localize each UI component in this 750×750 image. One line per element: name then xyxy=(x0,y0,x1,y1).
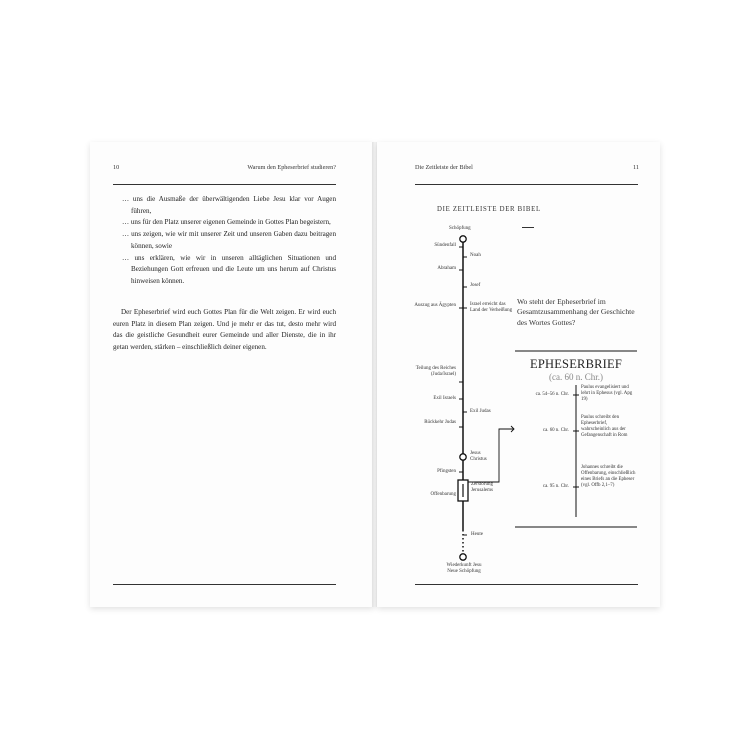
footer-rule-left xyxy=(113,584,336,585)
page-number-left: 10 xyxy=(113,164,120,171)
body-paragraph: Der Epheserbrief wird euch Gottes Plan für die Welt zeigen. Er wird euch euren Platz in diesem Plan zeigen. Und je mehr er das tut, desto mehr wird das die geistliche Gesundheit eurer Gemeinde und aller Dienste, die in ihr getan werden, stärken – einschließlich deiner eigenen. xyxy=(113,308,336,352)
entry-text: Paulus schreibt den Epheserbrief, wahrscheinlich aus der Gefangenschaft in Rom xyxy=(581,415,628,438)
right-page xyxy=(377,142,660,607)
list-item: … uns für den Platz unserer eigenen Gemeinde in Gottes Plan begeistern, xyxy=(122,218,331,227)
bullet-list xyxy=(122,194,336,288)
list-item: … uns erklären, wie wir in unseren alltäglichen Situationen und Beziehungen Gott erfreuen und die Leute um uns herum auf Christus hinweisen können. xyxy=(122,253,336,285)
event-auszug: Auszug aus Ägypten xyxy=(414,303,456,308)
event-israel: Israel erreicht das Land der Verheißung xyxy=(470,302,513,314)
left-page xyxy=(90,142,374,607)
event-josef: Josef xyxy=(470,283,481,288)
event-pfingsten: Pfingsten xyxy=(437,469,456,474)
event-teilung: Teilung des Reiches (Juda/Israel) xyxy=(415,366,456,378)
event-abraham: Abraham xyxy=(437,266,456,271)
timeline-label-top: Schöpfung xyxy=(449,226,471,231)
event-suendenfall: Sündenfall xyxy=(434,243,456,248)
running-head-right: Die Zeitleiste der Bibel xyxy=(415,164,473,171)
event-exil-judas: Exil Judas xyxy=(470,409,491,414)
header-rule-left xyxy=(113,184,336,185)
entry-date: ca. 54–56 n. Chr. xyxy=(535,392,569,397)
event-noah: Noah xyxy=(470,253,481,258)
list-item: … uns zeigen, wie wir mit unserer Zeit und unseren Gaben dazu beitragen können, sowie xyxy=(122,230,336,250)
question-text: Wo steht der Epheserbrief im Gesamtzusammenhang der Geschichte des Wortes Gottes? xyxy=(517,297,635,327)
footer-rule-right xyxy=(415,584,638,585)
entry-date: ca. 60 n. Chr. xyxy=(542,428,569,433)
entry-text: Paulus evangelisiert und lehrt in Ephesus (vgl. Apg 19) xyxy=(581,385,633,402)
event-zerstoerung: Zerstörung Jerusalems xyxy=(471,482,493,494)
running-head-left: Warum den Epheserbrief studieren? xyxy=(247,164,336,171)
epheserbrief-heading: EPHESERBRIEF xyxy=(530,357,622,371)
list-item: … uns die Ausmaße der überwältigenden Liebe Jesu klar vor Augen führen, xyxy=(122,195,336,215)
event-offenbarung: Offenbarung xyxy=(430,492,456,497)
page-number-right: 11 xyxy=(633,164,639,171)
event-heute: Heute xyxy=(471,532,483,537)
timeline-title: DIE ZEITLEISTE DER BIBEL xyxy=(437,206,541,213)
entry-text: Johannes schreibt die Offenbarung, einschließlich eines Briefs an die Epheser (vgl. Offb 2,1–7) xyxy=(581,465,636,488)
timeline-label-bottom: Wiederkunft Jesu Neue Schöpfung xyxy=(446,563,482,575)
event-jesus: Jesus Christus xyxy=(470,451,487,463)
event-rueckkehr: Rückkehr Judas xyxy=(424,420,456,425)
epheserbrief-subheading: (ca. 60 n. Chr.) xyxy=(549,372,603,382)
entry-date: ca. 95 n. Chr. xyxy=(542,484,569,489)
event-exil-israels: Exil Israels xyxy=(433,396,456,401)
